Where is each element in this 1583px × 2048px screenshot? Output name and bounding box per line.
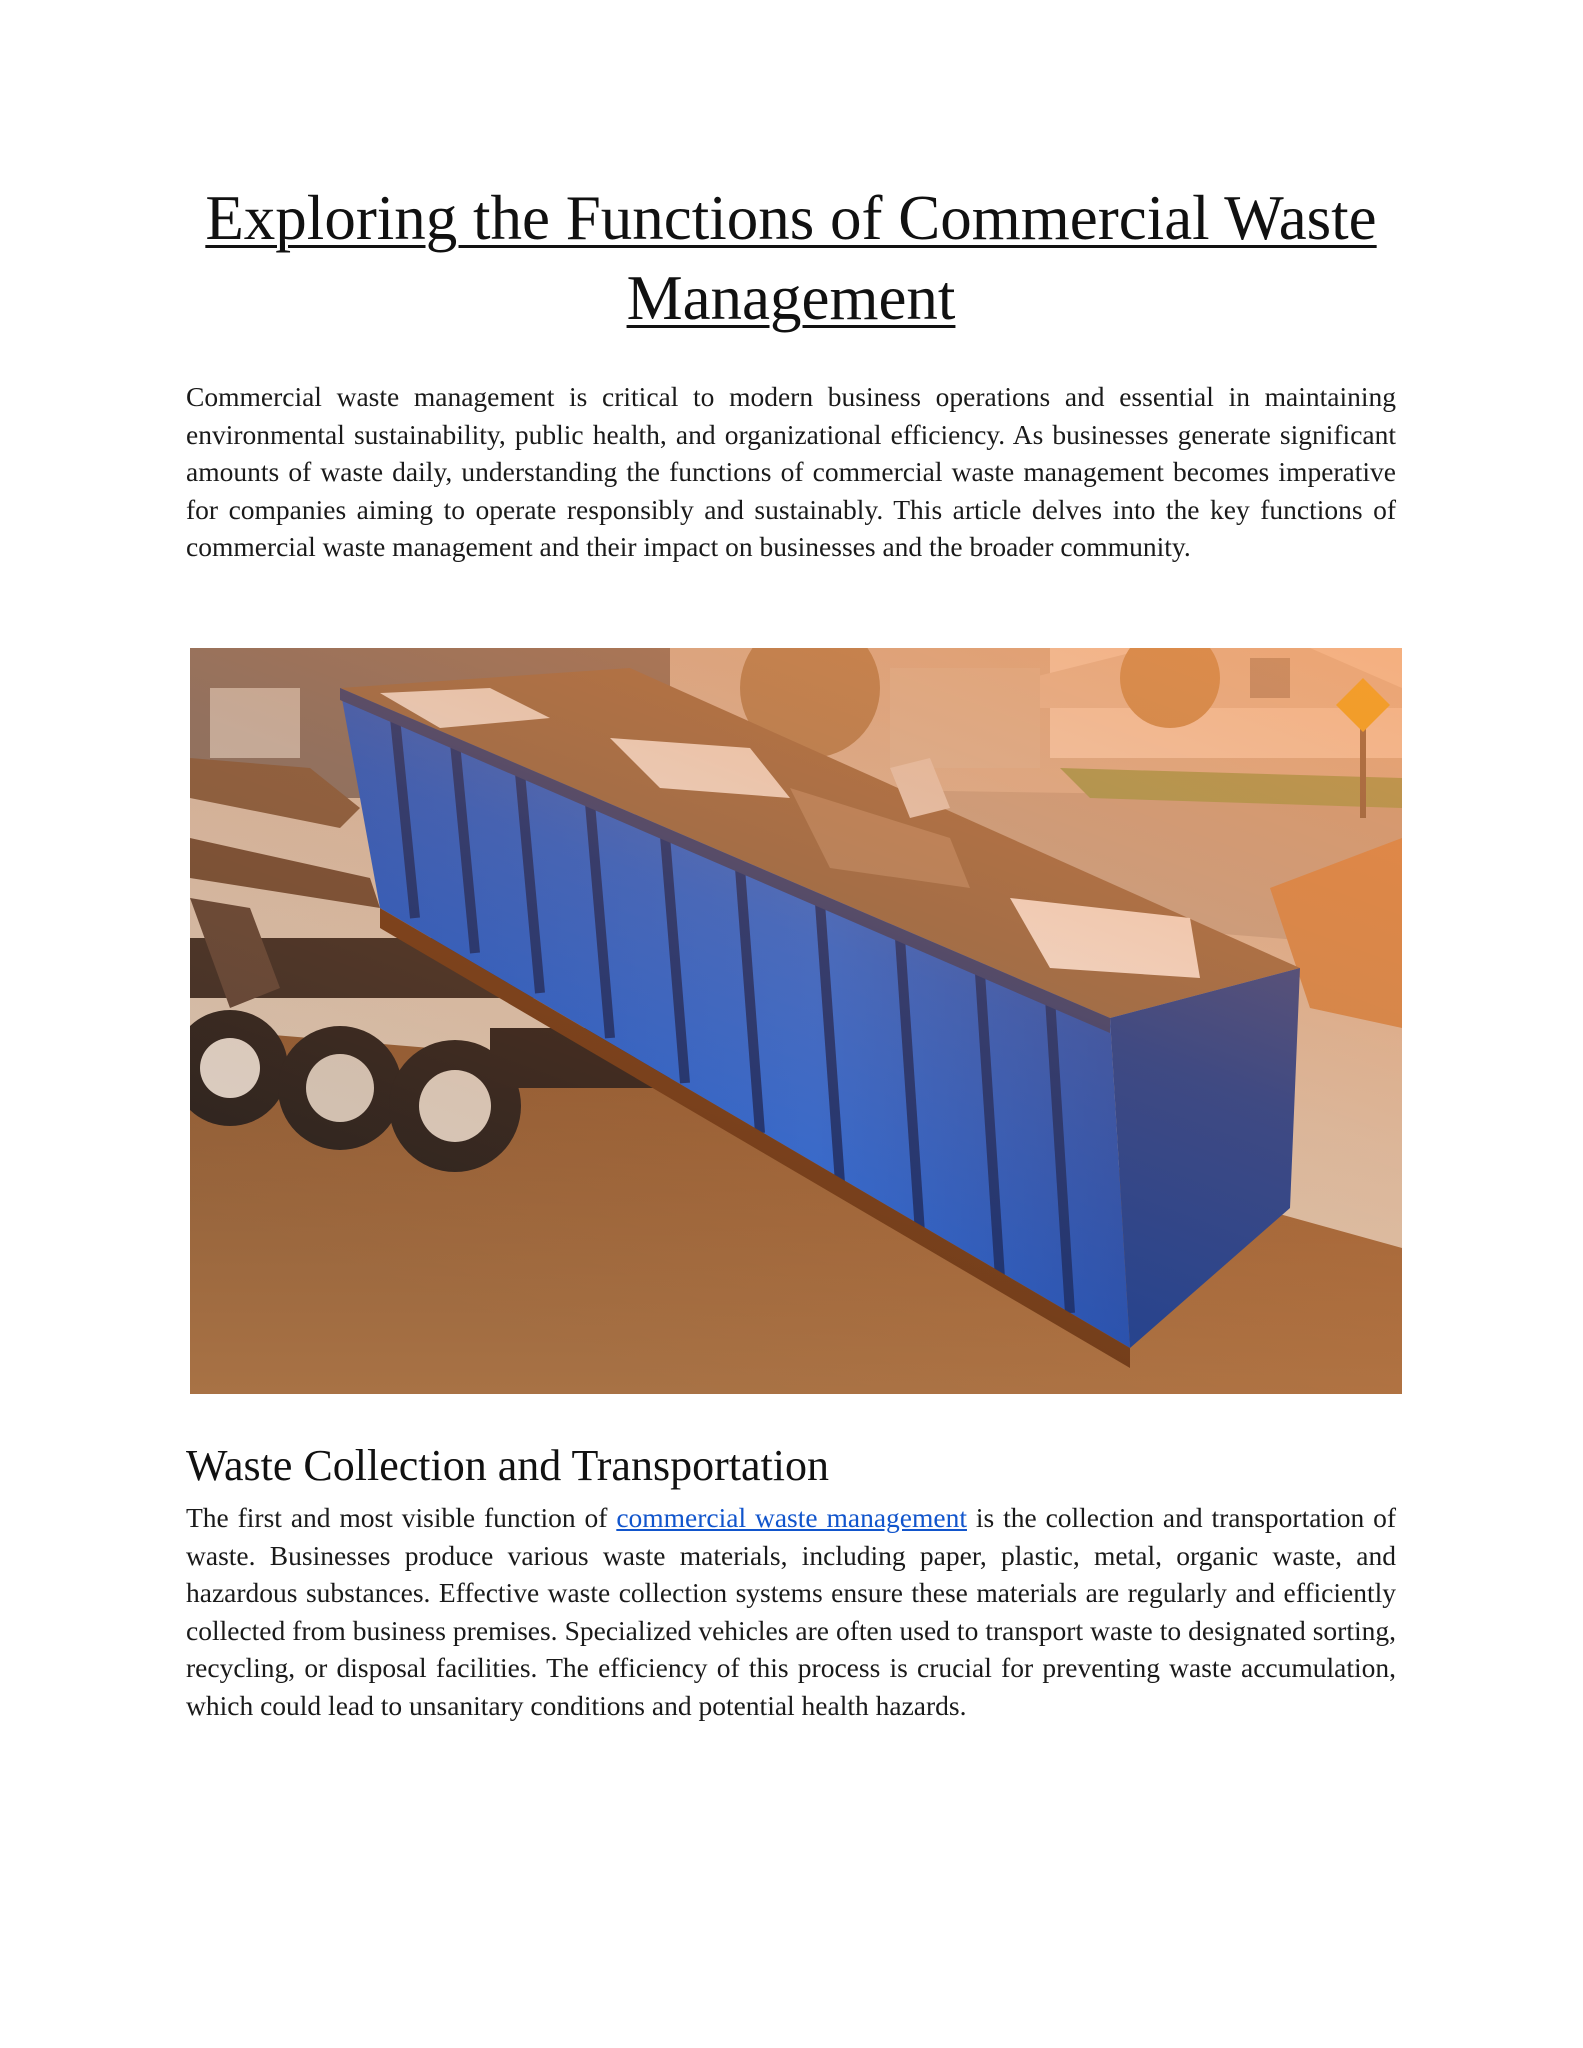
section-paragraph-waste-collection [186, 1499, 1396, 1725]
dumpster-truck-image [190, 648, 1402, 1394]
paragraph-text-end: is the collection and transportation of waste. Businesses produce various waste materials, including paper, plastic, metal, organic waste, and hazardous substances. Effective waste collection systems ensure these materials are regularly and efficiently collected from business premises. Specialized vehicles are often used to transport waste to designated sorting, recycling, or disposal facilities. The efficiency of this process is crucial for preventing waste accumulation, which could lead to unsanitary conditions and potential health hazards. [186, 1502, 1396, 1721]
intro-paragraph: Commercial waste management is critical to modern business operations and essential in maintaining environmental sustainability, public health, and organizational efficiency. As businesses generate significant amounts of waste daily, understanding the functions of commercial waste management becomes imperative for companies aiming to operate responsibly and sustainably. This article delves into the key functions of commercial waste management and their impact on businesses and the broader community. [186, 381, 1396, 563]
paragraph-text-start: The first and most visible function of [186, 1502, 617, 1533]
commercial-waste-management-link[interactable]: commercial waste management [616, 1502, 967, 1533]
section-heading-waste-collection: Waste Collection and Transportation [186, 1441, 829, 1490]
page-title: Exploring the Functions of Commercial Waste Management [205, 183, 1377, 333]
